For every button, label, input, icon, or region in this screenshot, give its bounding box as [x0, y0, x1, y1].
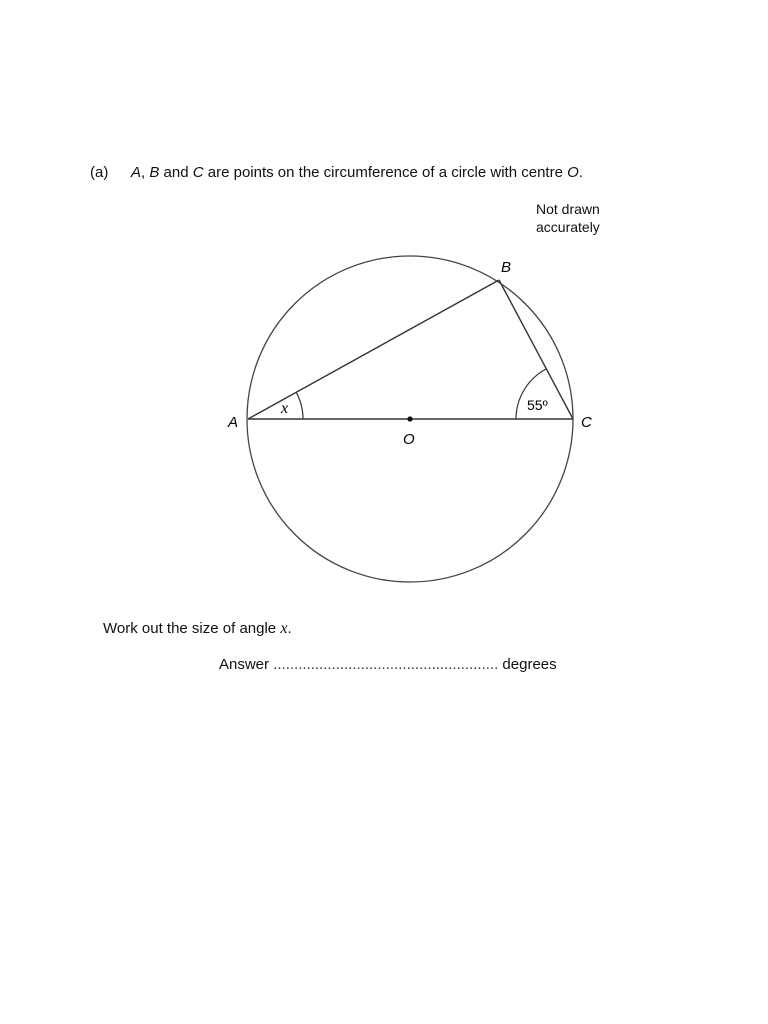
intro-end: .: [578, 164, 583, 181]
point-b-ref: B: [149, 164, 160, 181]
part-label: (a): [90, 164, 109, 181]
label-angle-x: x: [281, 400, 289, 417]
centre-ref: O: [567, 164, 579, 181]
intro-rest: are points on the circumference of a circle with centre: [203, 164, 568, 181]
answer-blank[interactable]: ......................................................: [273, 656, 499, 673]
point-c-ref: C: [192, 164, 204, 181]
chord-ab: [248, 280, 499, 419]
prompt-variable: x: [280, 620, 288, 637]
centre-dot: [407, 416, 412, 421]
angle-x-arc: [296, 392, 303, 419]
label-point-b: B: [501, 259, 512, 276]
label-point-a: A: [228, 414, 239, 431]
answer-label: Answer: [219, 656, 270, 673]
prompt-text: Work out the size of angle: [103, 620, 281, 637]
intro-and: and: [159, 164, 193, 181]
note-line-1: Not drawn: [536, 201, 600, 217]
label-point-c: C: [581, 414, 592, 431]
question-prompt: [103, 620, 292, 638]
label-angle-55: 55º: [527, 397, 548, 413]
point-a-ref: A: [131, 164, 142, 181]
answer-line: [219, 656, 557, 673]
note-line-2: accurately: [536, 219, 600, 235]
intro-sep: ,: [141, 164, 150, 181]
answer-unit: degrees: [502, 656, 557, 673]
prompt-end: .: [287, 620, 292, 637]
label-centre-o: O: [403, 431, 415, 448]
